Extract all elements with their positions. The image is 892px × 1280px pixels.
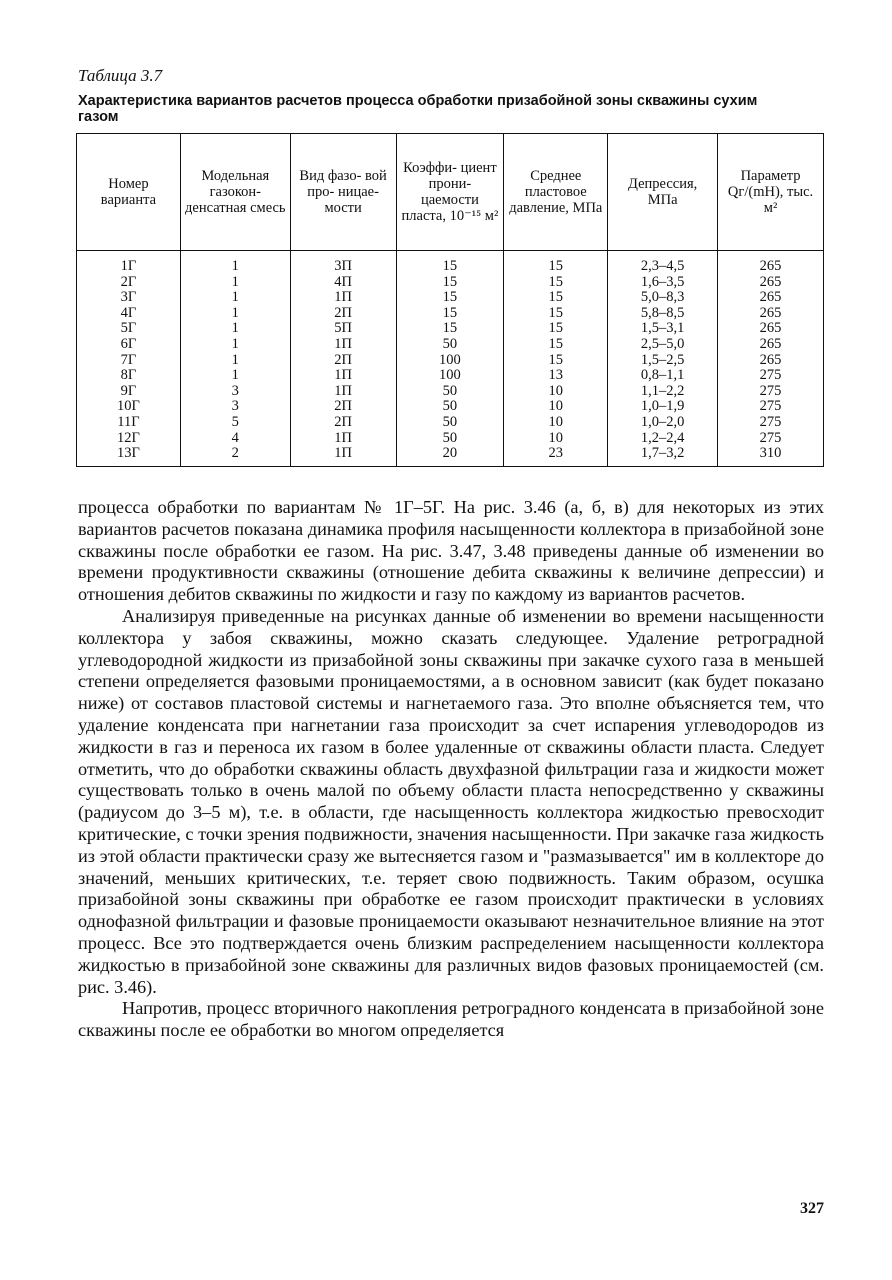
paragraph-3: Напротив, процесс вторичного накопления ретроградного конденсата в призабойной зоне скважины после ее обработки во многом определяется (78, 998, 824, 1041)
variants-table (76, 133, 824, 467)
header-parameter: Параметр Qг/(mH), тыс. м² (718, 134, 824, 251)
cell-permeability-type: 2П (290, 399, 396, 415)
cell-pressure: 23 (504, 446, 608, 466)
body-text (78, 497, 824, 1042)
cell-depression: 1,0–1,9 (608, 399, 718, 415)
cell-variant: 6Г (77, 337, 181, 353)
cell-mixture: 3 (180, 384, 290, 400)
cell-parameter: 265 (718, 275, 824, 291)
cell-variant: 7Г (77, 353, 181, 369)
header-mixture: Модельная газокон- денсатная смесь (180, 134, 290, 251)
cell-permeability-type: 1П (290, 431, 396, 447)
cell-permeability-coef: 15 (396, 251, 504, 275)
cell-permeability-coef: 15 (396, 275, 504, 291)
cell-pressure: 15 (504, 306, 608, 322)
cell-permeability-type: 2П (290, 353, 396, 369)
cell-pressure: 15 (504, 353, 608, 369)
cell-depression: 2,5–5,0 (608, 337, 718, 353)
table-row (77, 415, 824, 431)
table-row (77, 306, 824, 322)
cell-permeability-type: 1П (290, 446, 396, 466)
cell-mixture: 1 (180, 337, 290, 353)
cell-mixture: 1 (180, 306, 290, 322)
header-permeability-coef: Коэффи- циент прони- цаемости пласта, 10⁻¹⁵ м² (396, 134, 504, 251)
cell-parameter: 275 (718, 431, 824, 447)
cell-pressure: 13 (504, 368, 608, 384)
cell-parameter: 275 (718, 415, 824, 431)
cell-mixture: 2 (180, 446, 290, 466)
cell-depression: 5,0–8,3 (608, 290, 718, 306)
cell-mixture: 4 (180, 431, 290, 447)
table-row (77, 353, 824, 369)
cell-pressure: 10 (504, 384, 608, 400)
cell-variant: 13Г (77, 446, 181, 466)
cell-permeability-type: 1П (290, 368, 396, 384)
header-depression: Депрессия, МПа (608, 134, 718, 251)
table-row (77, 337, 824, 353)
cell-variant: 5Г (77, 321, 181, 337)
table-row (77, 368, 824, 384)
cell-variant: 12Г (77, 431, 181, 447)
header-pressure: Среднее пластовое давление, МПа (504, 134, 608, 251)
cell-mixture: 1 (180, 321, 290, 337)
table-header-row (77, 134, 824, 251)
cell-depression: 0,8–1,1 (608, 368, 718, 384)
table-label: Таблица 3.7 (78, 66, 163, 85)
cell-parameter: 265 (718, 306, 824, 322)
cell-variant: 4Г (77, 306, 181, 322)
cell-permeability-coef: 15 (396, 290, 504, 306)
table-row (77, 384, 824, 400)
cell-permeability-type: 1П (290, 290, 396, 306)
cell-mixture: 1 (180, 368, 290, 384)
cell-depression: 1,6–3,5 (608, 275, 718, 291)
cell-permeability-coef: 20 (396, 446, 504, 466)
cell-variant: 1Г (77, 251, 181, 275)
cell-parameter: 275 (718, 399, 824, 415)
cell-permeability-type: 1П (290, 337, 396, 353)
cell-depression: 2,3–4,5 (608, 251, 718, 275)
table-row (77, 399, 824, 415)
cell-pressure: 15 (504, 290, 608, 306)
table-title: Характеристика вариантов расчетов процесса обработки призабойной зоны скважины сухим газом (78, 93, 758, 125)
cell-parameter: 310 (718, 446, 824, 466)
cell-parameter: 265 (718, 337, 824, 353)
cell-permeability-coef: 100 (396, 368, 504, 384)
cell-variant: 2Г (77, 275, 181, 291)
cell-depression: 1,0–2,0 (608, 415, 718, 431)
cell-permeability-type: 3П (290, 251, 396, 275)
cell-permeability-coef: 50 (396, 337, 504, 353)
cell-depression: 1,2–2,4 (608, 431, 718, 447)
cell-mixture: 3 (180, 399, 290, 415)
cell-permeability-type: 4П (290, 275, 396, 291)
table-row (77, 431, 824, 447)
cell-permeability-coef: 50 (396, 415, 504, 431)
cell-depression: 5,8–8,5 (608, 306, 718, 322)
cell-variant: 8Г (77, 368, 181, 384)
cell-pressure: 10 (504, 399, 608, 415)
cell-mixture: 5 (180, 415, 290, 431)
cell-mixture: 1 (180, 251, 290, 275)
cell-permeability-type: 5П (290, 321, 396, 337)
table-row (77, 321, 824, 337)
cell-parameter: 265 (718, 290, 824, 306)
paragraph-1: процесса обработки по вариантам № 1Г–5Г. На рис. 3.46 (а, б, в) для некоторых из этих вариантов расчетов показана динамика профиля насыщенности коллектора в призабойной зоне скважины после обработки ее газом. На рис. 3.47, 3.48 приведены данные об изменении во времени продуктивности скважины (отношение дебита скважины к величине депрессии) и отношения дебитов скважины по жидкости и газу по каждому из вариантов расчетов. (78, 497, 824, 605)
cell-permeability-coef: 50 (396, 384, 504, 400)
cell-mixture: 1 (180, 290, 290, 306)
cell-variant: 3Г (77, 290, 181, 306)
cell-parameter: 265 (718, 251, 824, 275)
table-row (77, 446, 824, 466)
cell-variant: 11Г (77, 415, 181, 431)
table-body (77, 251, 824, 467)
header-variant: Номер варианта (77, 134, 181, 251)
cell-variant: 9Г (77, 384, 181, 400)
cell-permeability-coef: 15 (396, 306, 504, 322)
cell-permeability-coef: 15 (396, 321, 504, 337)
cell-depression: 1,7–3,2 (608, 446, 718, 466)
cell-depression: 1,5–2,5 (608, 353, 718, 369)
cell-pressure: 15 (504, 321, 608, 337)
cell-depression: 1,5–3,1 (608, 321, 718, 337)
cell-parameter: 275 (718, 368, 824, 384)
table-row (77, 251, 824, 275)
cell-permeability-type: 2П (290, 415, 396, 431)
paragraph-2: Анализируя приведенные на рисунках данные об изменении во времени насыщенности коллектора у забоя скважины, можно сказать следующее. Удаление ретроградной углеводородной жидкости из призабойной зоны скважины при закачке сухого газа в меньшей степени определяется фазовыми проницаемостями, а в основном зависит (как будет показано ниже) от составов пластовой системы и нагнетаемого газа. Это вполне объясняется тем, что удаление конденсата при нагнетании газа происходит за счет испарения углеводородов из жидкости в газ и переноса их газом в более удаленные от скважины области пласта. Следует отметить, что до обработки скважины область двухфазной фильтрации газа и жидкости может существовать только в очень малой по объему области пласта непосредственно у скважины (радиусом до 3–5 м), т.е. в области, где насыщенность коллектора жидкостью превосходит критические, с точки зрения подвижности, значения насыщенности. При закачке газа жидкость из этой области практически сразу же вытесняется газом и "размазывается" им в коллекторе до значений, меньших критических, т.е. теряет свою подвижность. Таким образом, осушка призабойной зоны скважины при обработке ее газом происходит практически в условиях однофазной фильтрации и фазовые проницаемости оказывают незначительное влияние на этот процесс. Все это подтверждается очень близким распределением насыщенности коллектора жидкостью в призабойной зоне скважины для различных видов фазовых проницаемостей (см. рис. 3.46). (78, 605, 824, 997)
cell-parameter: 275 (718, 384, 824, 400)
cell-parameter: 265 (718, 353, 824, 369)
header-permeability-type: Вид фазо- вой про- ницае- мости (290, 134, 396, 251)
cell-pressure: 10 (504, 415, 608, 431)
table-row (77, 275, 824, 291)
cell-pressure: 15 (504, 337, 608, 353)
cell-pressure: 15 (504, 251, 608, 275)
cell-pressure: 10 (504, 431, 608, 447)
cell-permeability-type: 1П (290, 384, 396, 400)
cell-permeability-coef: 100 (396, 353, 504, 369)
cell-mixture: 1 (180, 353, 290, 369)
page-number: 327 (800, 1200, 824, 1217)
cell-variant: 10Г (77, 399, 181, 415)
cell-permeability-type: 2П (290, 306, 396, 322)
cell-mixture: 1 (180, 275, 290, 291)
table-row (77, 290, 824, 306)
cell-depression: 1,1–2,2 (608, 384, 718, 400)
cell-parameter: 265 (718, 321, 824, 337)
cell-permeability-coef: 50 (396, 431, 504, 447)
cell-permeability-coef: 50 (396, 399, 504, 415)
cell-pressure: 15 (504, 275, 608, 291)
